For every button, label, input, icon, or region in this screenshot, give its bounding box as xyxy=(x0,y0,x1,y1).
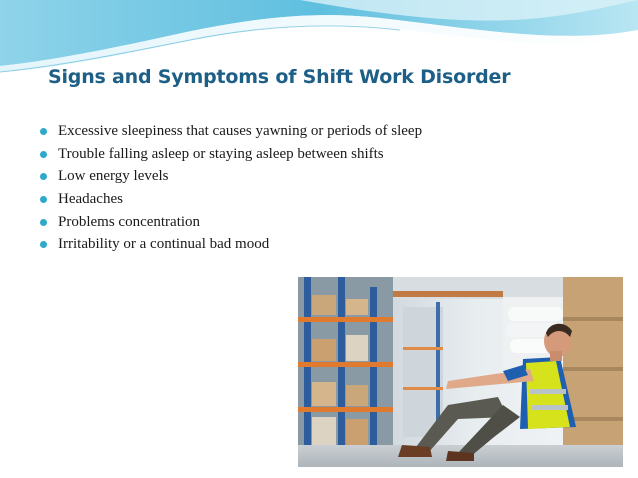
list-item xyxy=(40,120,422,143)
list-item-text: Irritability or a continual bad mood xyxy=(58,236,270,253)
list-item xyxy=(40,143,422,166)
list-item xyxy=(40,188,422,211)
symptom-list xyxy=(40,120,422,256)
list-item xyxy=(40,165,422,188)
bullet-dot-icon xyxy=(40,219,47,226)
slide-title: Signs and Symptoms of Shift Work Disorder xyxy=(48,66,511,88)
list-item-text: Trouble falling asleep or staying asleep between shifts xyxy=(58,145,384,162)
bullet-dot-icon xyxy=(40,241,47,248)
list-item xyxy=(40,233,422,256)
list-item-text: Headaches xyxy=(58,191,123,208)
bullet-dot-icon xyxy=(40,151,47,158)
bullet-dot-icon xyxy=(40,173,47,180)
list-item xyxy=(40,211,422,234)
list-item-text: Low energy levels xyxy=(58,168,169,185)
list-item-text: Problems concentration xyxy=(58,213,201,230)
list-item-text: Excessive sleepiness that causes yawning or periods of sleep xyxy=(58,123,423,139)
bullet-dot-icon xyxy=(40,128,47,135)
bullet-dot-icon xyxy=(40,196,47,203)
warehouse-worker-photo xyxy=(298,277,623,467)
